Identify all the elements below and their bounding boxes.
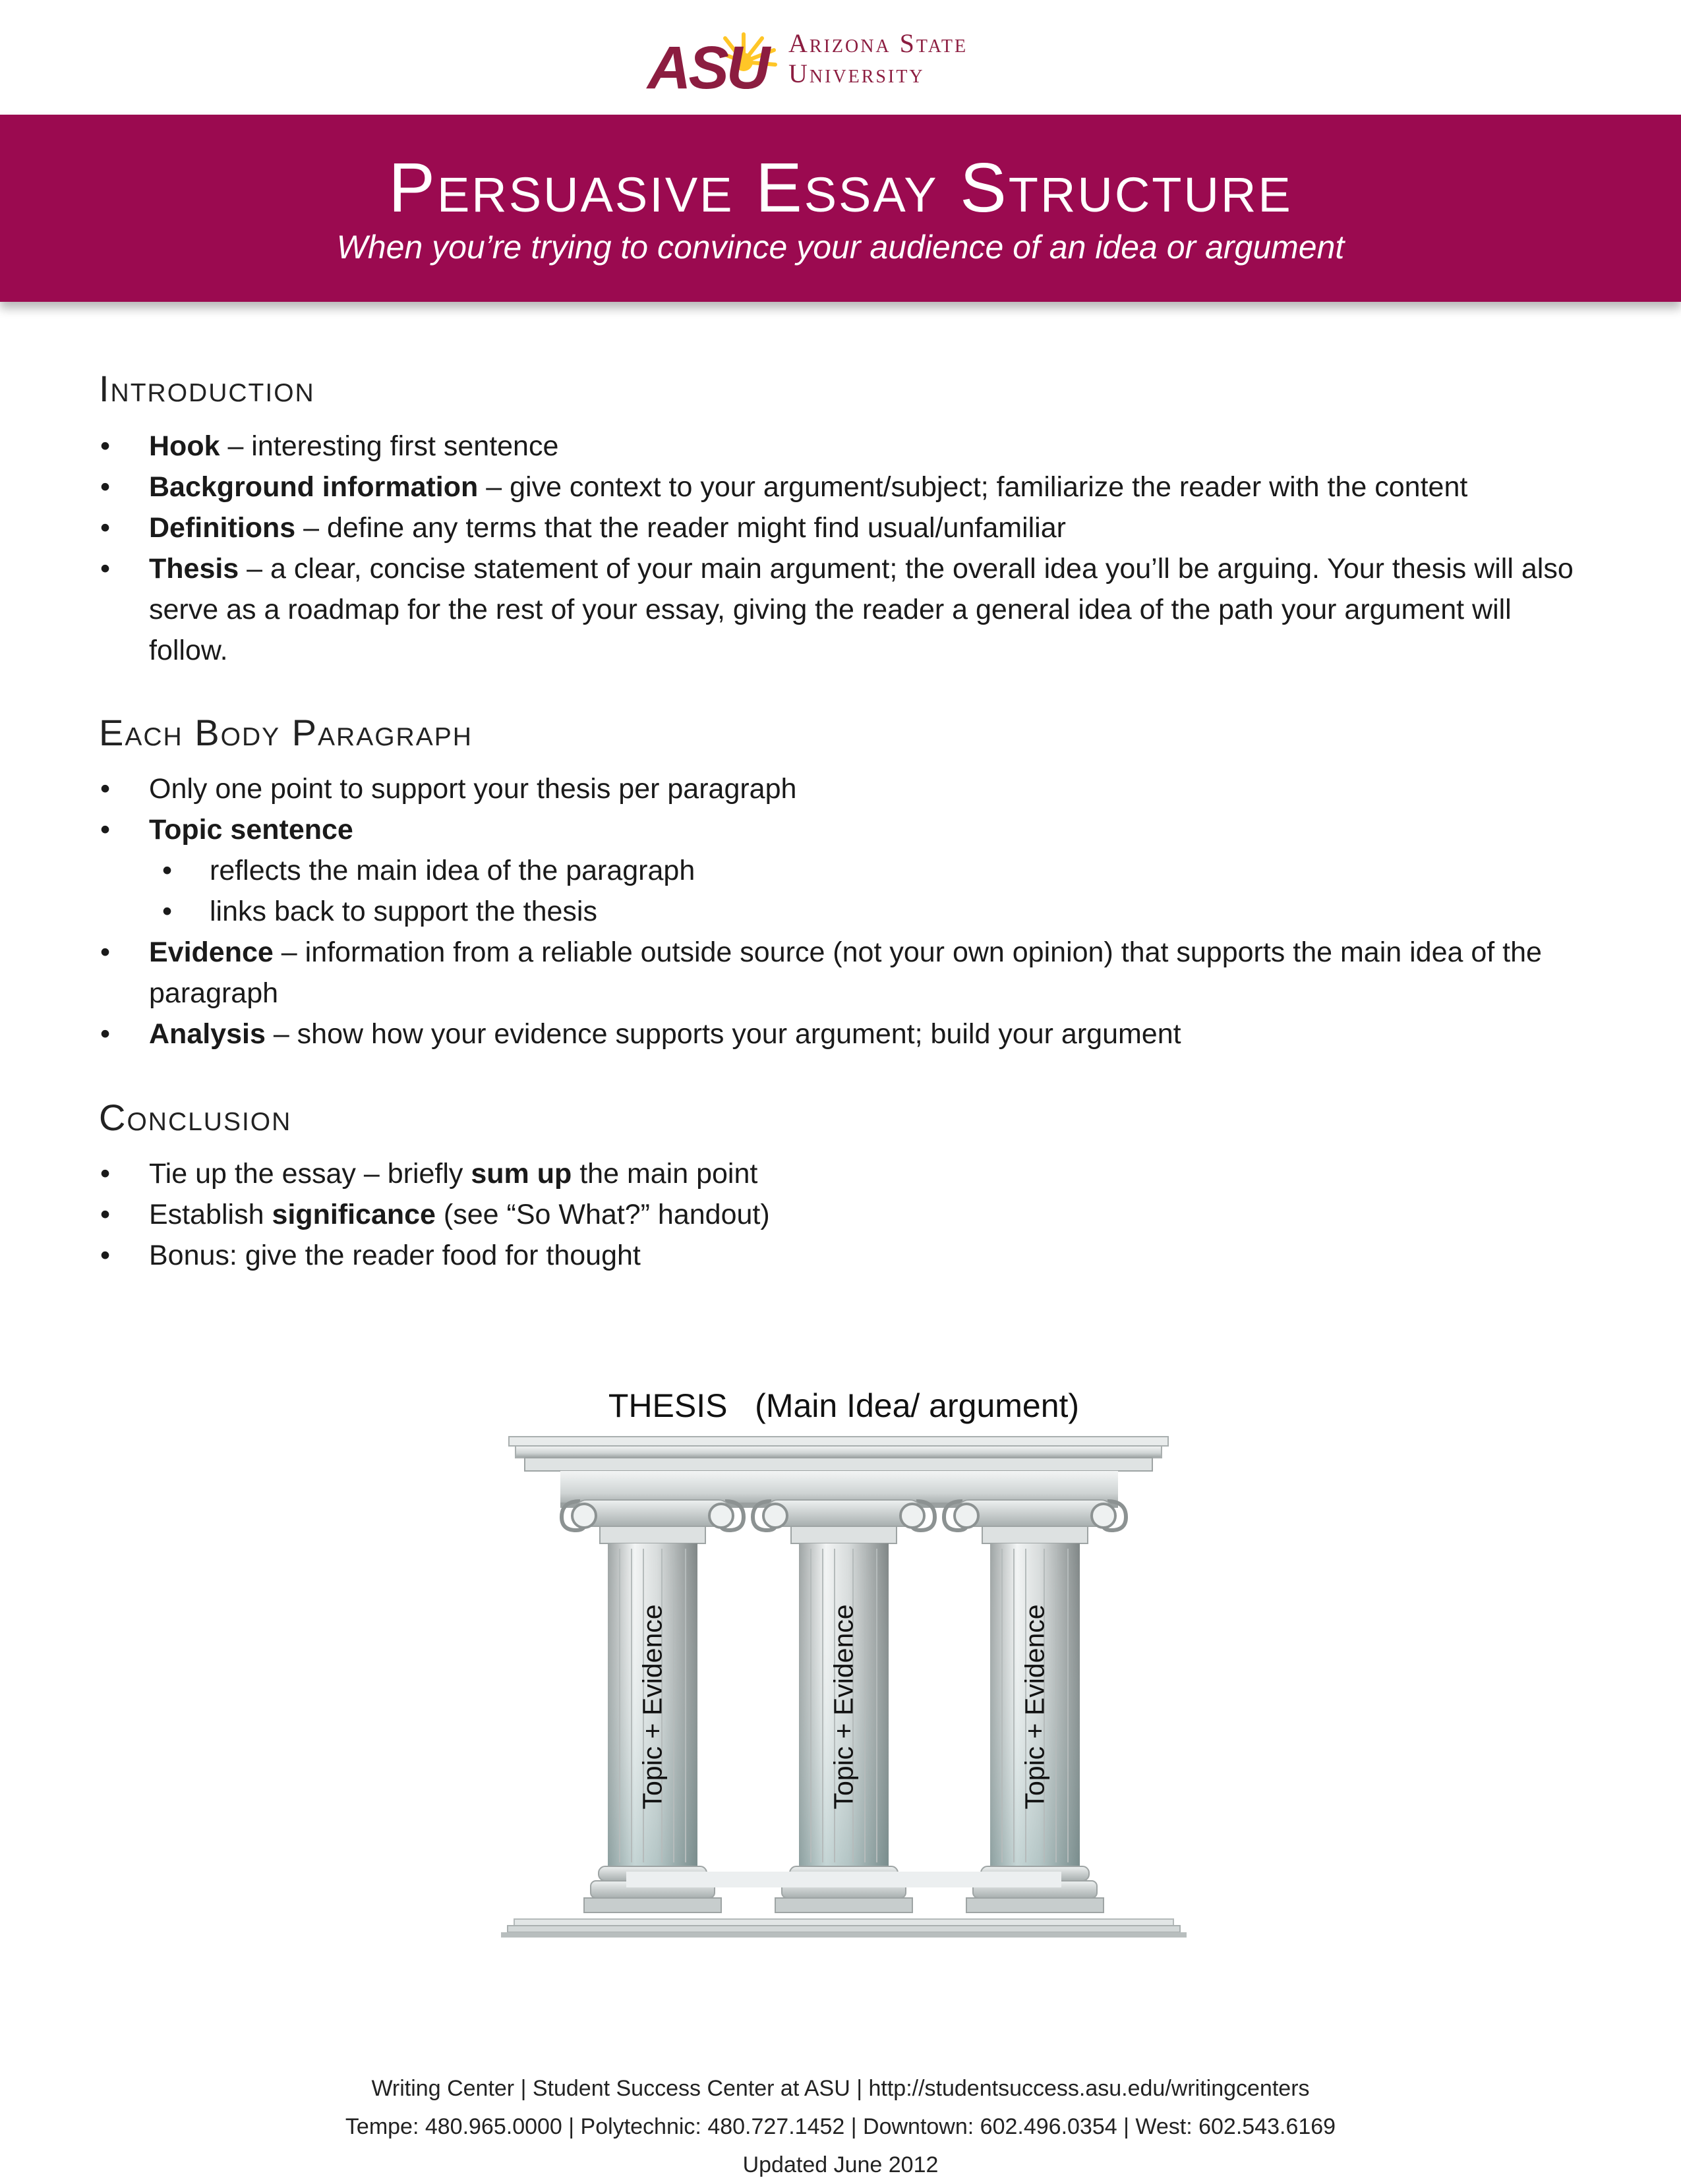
body-paragraph-list: [99, 768, 1589, 1054]
introduction-heading: Introduction: [99, 368, 315, 409]
footer-updated-line: Updated June 2012: [742, 2152, 939, 2177]
tie-up-text: Tie up the essay – briefly: [149, 1158, 471, 1190]
pillar-label-right: Topic + Evidence: [1019, 1604, 1050, 1810]
list-item-evidence: [99, 932, 1589, 1014]
sub-item-links-back: • links back to support the thesis: [149, 891, 1589, 932]
introduction-list: [99, 426, 1589, 671]
term-background: Background information: [149, 471, 479, 503]
significance-text: Establish: [149, 1199, 272, 1230]
list-item-analysis: [99, 1014, 1589, 1054]
term-analysis: Analysis: [149, 1018, 266, 1050]
body-paragraph-heading: Each Body Paragraph: [99, 712, 473, 753]
list-item-significance: [99, 1194, 1589, 1235]
title-banner: [0, 115, 1681, 302]
desc-thesis: – a clear, concise statement of your main argument; the overall idea you’ll be arguing. Your thesis will also serve as a roadmap for the rest of your essay, giving the reader a general idea of the path your argument will follow.: [149, 553, 1574, 666]
tie-up-text-end: the main point: [572, 1158, 758, 1190]
footer: [0, 2069, 1681, 2184]
term-thesis: Thesis: [149, 553, 239, 585]
pillar-label-left: Topic + Evidence: [637, 1604, 668, 1810]
list-item-definitions: [99, 507, 1589, 548]
term-hook: Hook: [149, 430, 220, 462]
conclusion-heading: Conclusion: [99, 1097, 292, 1138]
asu-letters: ASU: [647, 34, 768, 92]
desc-background: – give context to your argument/subject; familiarize the reader with the content: [478, 471, 1468, 503]
list-item-one-point: • Only one point to support your thesis per paragraph: [99, 768, 1589, 809]
conclusion-list: [99, 1153, 1589, 1276]
asu-logo: [645, 29, 1040, 95]
list-item-bonus: • Bonus: give the reader food for thought: [99, 1235, 1589, 1276]
list-item-hook: [99, 426, 1589, 467]
sub-item-reflects: • reflects the main idea of the paragraph: [149, 850, 1589, 891]
page-title: Persuasive Essay Structure: [388, 149, 1293, 227]
topic-sentence-sublist: [149, 850, 1589, 932]
footer-phone-line: Tempe: 480.965.0000 | Polytechnic: 480.727.1452 | Downtown: 602.496.0354 | West: 602.543.6169: [345, 2114, 1336, 2139]
logo-line-2: University: [788, 59, 925, 88]
list-item-background: [99, 467, 1589, 507]
entablature-beam: [509, 1437, 1168, 1508]
desc-analysis: – show how your evidence supports your argument; build your argument: [265, 1018, 1181, 1050]
university-name: [788, 30, 968, 87]
term-significance: significance: [272, 1199, 436, 1230]
term-topic-sentence: Topic sentence: [149, 814, 353, 846]
footer-contact-line: Writing Center | Student Success Center at ASU | http://studentsuccess.asu.edu/writingcenters: [371, 2076, 1310, 2101]
desc-definitions: – define any terms that the reader might find usual/unfamiliar: [295, 512, 1066, 544]
thesis-pillar-diagram: [501, 1384, 1187, 1964]
pillar-label-center: Topic + Evidence: [828, 1604, 859, 1810]
page-subtitle: When you’re trying to convince your audience of an idea or argument: [336, 229, 1345, 266]
list-item-topic-sentence: [99, 809, 1589, 932]
term-evidence: Evidence: [149, 936, 274, 968]
desc-evidence: – information from a reliable outside source (not your own opinion) that supports the main idea of the paragraph: [149, 936, 1542, 1009]
list-item-thesis: [99, 548, 1589, 671]
term-sum-up: sum up: [471, 1158, 572, 1190]
thesis-label: THESIS (Main Idea/ argument): [608, 1387, 1080, 1424]
significance-text-end: (see “So What?” handout): [435, 1199, 770, 1230]
logo-line-1: Arizona State: [788, 28, 968, 58]
list-item-tie-up: [99, 1153, 1589, 1194]
term-definitions: Definitions: [149, 512, 296, 544]
desc-hook: – interesting first sentence: [220, 430, 559, 462]
asu-sunburst-logo-icon: [645, 32, 791, 92]
